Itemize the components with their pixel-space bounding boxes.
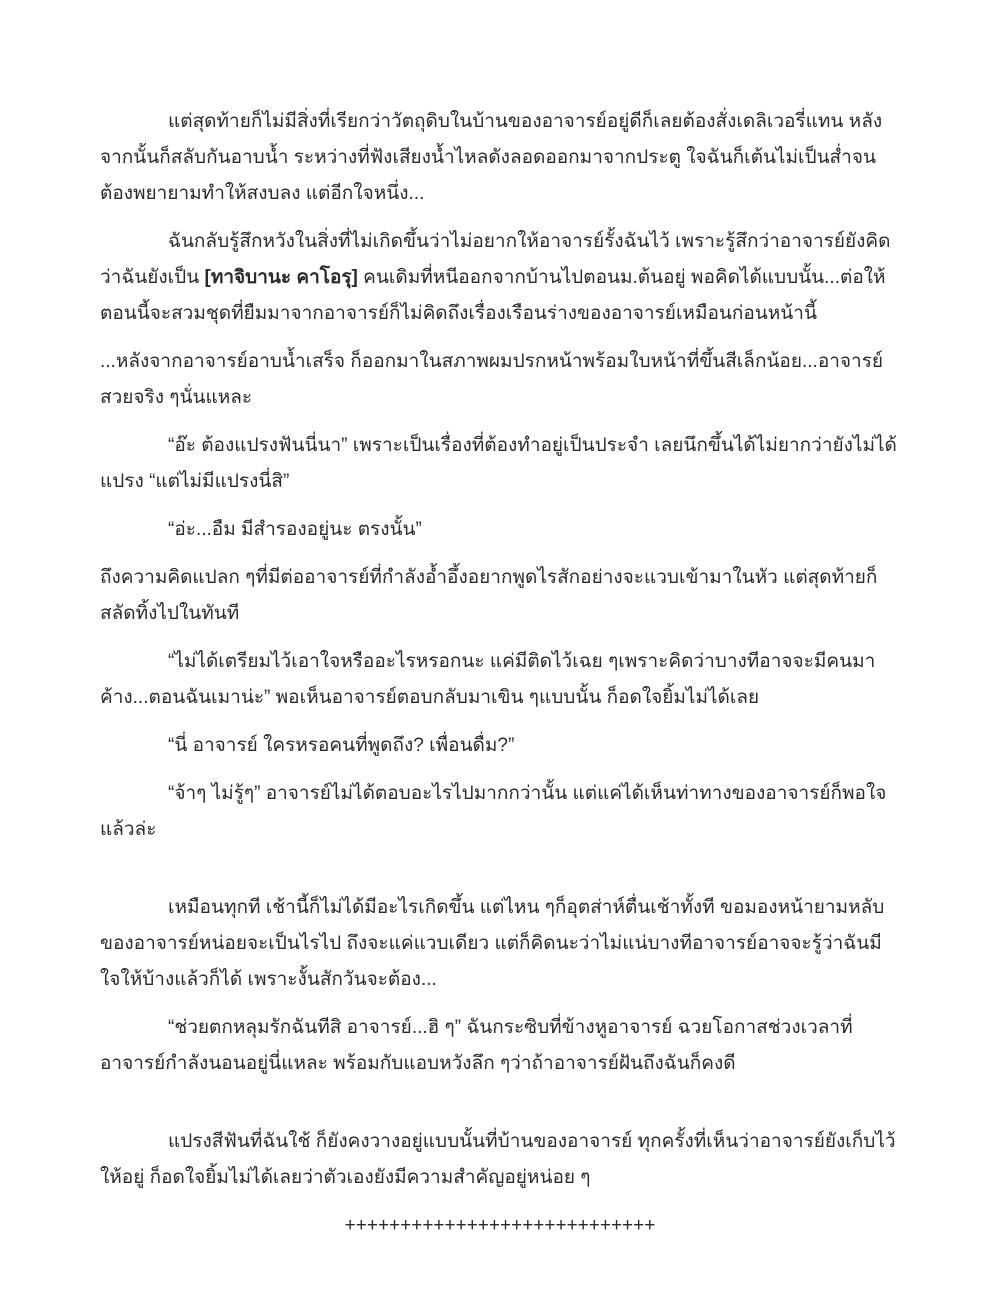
paragraph [100,224,900,332]
paragraph-text: ฉันกลับรู้สึกหวังในสิ่งที่ไม่เกิดขึ้นว่าไม่อยากให้อาจารย์รั้งฉันไว้ เพราะรู้สึกว่าอาจารย์ยังคิดว่าฉันยังเป็น [100,231,891,288]
section-separator: ++++++++++++++++++++++++++++ [344,1215,656,1236]
character-name-bold: [ทาจิบานะ คาโอรุ] [204,267,358,288]
dialogue-paragraph: “ช่วยตกหลุมรักฉันทีสิ อาจารย์...ฮิ ๆ” ฉันกระซิบที่ข้างหูอาจารย์ ฉวยโอกาสช่วงเวลาที่อาจารย์กำลังนอนอยู่นี่แหละ พร้อมกับแอบหวังลึก ๆว่าถ้าอาจารย์ฝันถึงฉันก็คงดี [100,1017,853,1074]
paragraph: ถึงความคิดแปลก ๆที่มีต่ออาจารย์ที่กำลังอ้ำอึ้งอยากพูดไรสักอย่างจะแวบเข้ามาในหัว แต่สุดท้ายก็สลัดทิ้งไปในทันที [100,567,878,624]
dialogue-paragraph: “จ้าๆ ไม่รู้ๆ” อาจารย์ไม่ได้ตอบอะไรไปมากกว่านั้น แต่แค่ได้เห็นท่าทางของอาจารย์ก็พอใจแล้วล่ะ [100,783,887,840]
paragraph-text: คนเดิมที่หนีออกจากบ้านไปตอนม.ต้นอยู่ พอคิดได้แบบนั้น...ต่อให้ตอนนี้จะสวมชุดที่ยืมมาจากอาจารย์ก็ไม่คิดถึงเรื่องเรือนร่างของอาจารย์เหมือนก่อนหน้านี้ [100,267,886,324]
paragraph: ...หลังจากอาจารย์อาบน้ำเสร็จ ก็ออกมาในสภาพผมปรกหน้าพร้อมใบหน้าที่ขึ้นสีเล็กน้อย...อาจารย์สวยจริง ๆนั่นแหละ [100,351,884,408]
dialogue-paragraph: “อ่ะ...อืม มีสำรองอยู่นะ ตรงนั้น” [168,519,422,540]
paragraph: เหมือนทุกที เช้านี้ก็ไม่ได้มีอะไรเกิดขึ้น แต่ไหน ๆก็อุตส่าห์ตื่นเช้าทั้งที ขอมองหน้ายามหลับของอาจารย์หน่อยจะเป็นไรไป ถึงจะแค่แวบเดียว แต่ก็คิดนะว่าไม่แน่บางทีอาจารย์อาจจะรู้ว่าฉันมีใจให้บ้างแล้วก็ได้ เพราะงั้นสักวันจะต้อง... [100,897,885,990]
paragraph: แปรงสีฟันที่ฉันใช้ ก็ยังคงวางอยู่แบบนั้นที่บ้านของอาจารย์ ทุกครั้งที่เห็นว่าอาจารย์ยังเก็บไว้ให้อยู่ ก็อดใจยิ้มไม่ได้เลยว่าตัวเองยังมีความสำคัญอยู่หน่อย ๆ [100,1131,896,1188]
paragraph: แต่สุดท้ายก็ไม่มีสิ่งที่เรียกว่าวัตถุดิบในบ้านของอาจารย์อยู่ดีก็เลยต้องสั่งเดลิเวอรี่แทน หลังจากนั้นก็สลับกันอาบน้ำ ระหว่างที่ฟังเสียงน้ำไหลดังลอดออกมาจากประตู ใจฉันก็เต้นไม่เป็นส่ำจนต้องพยายามทำให้สงบลง แต่อีกใจหนึ่ง... [100,111,883,204]
story-text [100,104,900,1244]
dialogue-paragraph: “ไม่ได้เตรียมไว้เอาใจหรืออะไรหรอกนะ แค่มีติดไว้เฉย ๆเพราะคิดว่าบางทีอาจจะมีคนมาค้าง...ตอนฉันเมาน่ะ” พอเห็นอาจารย์ตอบกลับมาเขิน ๆแบบนั้น ก็อดใจยิ้มไม่ได้เลย [100,651,876,708]
dialogue-paragraph: “นี่ อาจารย์ ใครหรอคนที่พูดถึง? เพื่อนดื่ม?” [168,735,515,756]
dialogue-paragraph: “อ๊ะ ต้องแปรงฟันนี่นา” เพราะเป็นเรื่องที่ต้องทำอยู่เป็นประจำ เลยนึกขึ้นได้ไม่ยากว่ายังไม่ได้แปรง “แต่ไม่มีแปรงนี่สิ” [100,435,897,492]
